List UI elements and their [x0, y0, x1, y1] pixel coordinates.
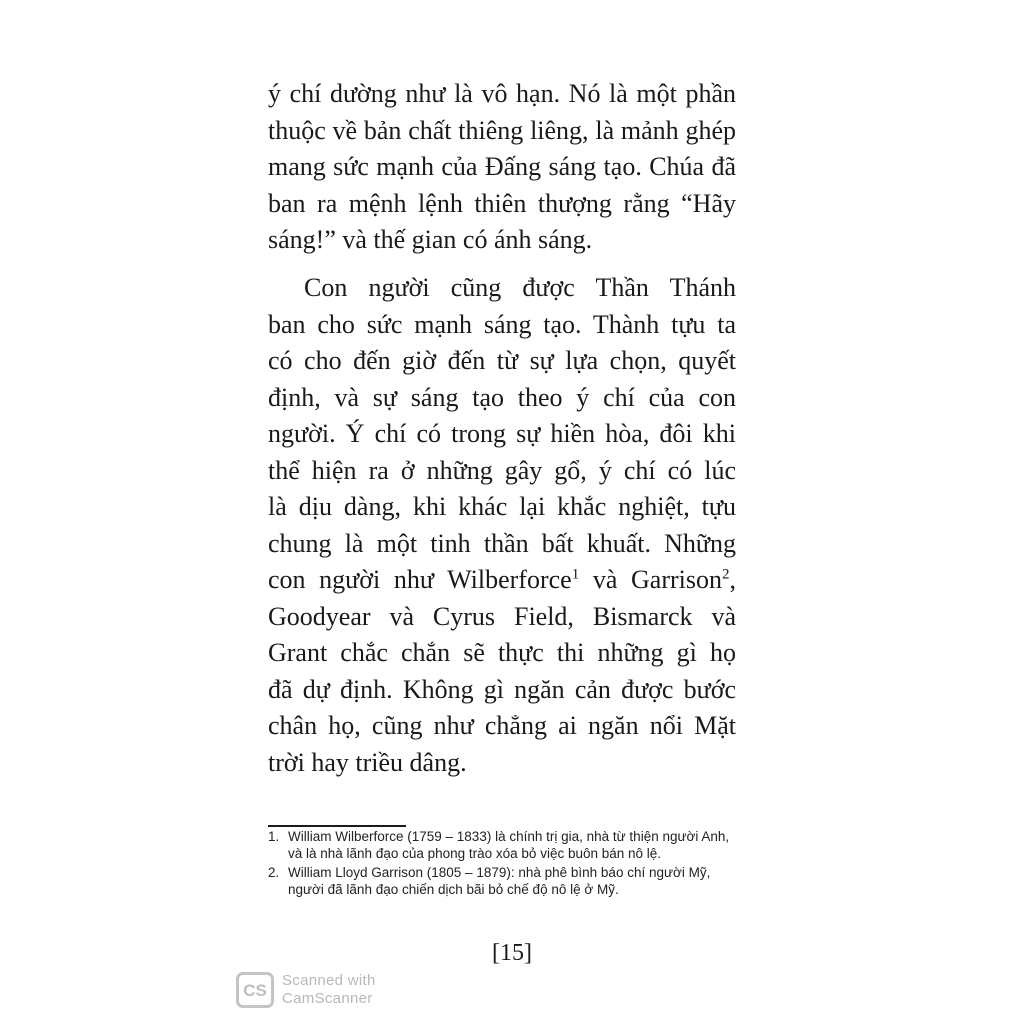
watermark-line-1: Scanned with — [282, 972, 376, 989]
text-line: ý chí dường như là vô hạn. Nó là một phần — [268, 79, 736, 108]
camscanner-watermark — [236, 972, 376, 1008]
paragraph-2 — [268, 270, 736, 781]
text-line: ban ra mệnh lệnh thiên thượng rằng “Hãy — [268, 188, 736, 218]
text-line-with-footnote-refs — [268, 562, 736, 599]
paragraph-1 — [268, 76, 736, 259]
text-line: mang sức mạnh của Đấng sáng tạo. Chúa đã — [268, 152, 736, 181]
text-segment: con người như Wilberforce — [268, 565, 572, 594]
text-line: Con người cũng được Thần Thánh — [304, 273, 736, 302]
text-line: có cho đến giờ đến từ sự lựa chọn, quyết — [268, 346, 736, 375]
text-line: thể hiện ra ở những gây gổ, ý chí có lúc — [268, 455, 736, 485]
footnote-1 — [268, 828, 738, 862]
text-line: ban cho sức mạnh sáng tạo. Thành tựu ta — [268, 309, 736, 339]
text-line: thuộc về bản chất thiêng liêng, là mảnh ghép — [268, 115, 736, 145]
watermark-line-2: CamScanner — [282, 990, 373, 1007]
footnote-ref-2: 2 — [722, 566, 730, 583]
footnote-number: 2. — [268, 865, 280, 880]
text-segment: và Garrison — [579, 565, 722, 594]
text-line: Goodyear và Cyrus Field, Bismarck và — [268, 601, 736, 631]
footnote-text: William Wilberforce (1759 – 1833) là chính trị gia, nhà từ thiện người Anh, và là nhà lãnh đạo của phong trào xóa bỏ việc buôn bán nô lệ. — [288, 829, 730, 861]
cs-logo-text — [242, 980, 268, 1000]
watermark-text — [282, 972, 376, 1008]
text-line: định, và sự sáng tạo theo ý chí của con — [268, 382, 736, 412]
footnotes — [268, 828, 738, 900]
footnote-2 — [268, 864, 738, 898]
text-line: trời hay triều dâng. — [268, 747, 467, 777]
text-line: Grant chắc chắn sẽ thực thi những gì họ — [268, 638, 736, 667]
footnote-number: 1. — [268, 829, 280, 844]
text-segment: , — [729, 565, 736, 594]
footnote-divider — [268, 825, 406, 827]
camscanner-logo-icon — [236, 972, 274, 1008]
text-line: đã dự định. Không gì ngăn cản được bước — [268, 674, 736, 704]
page-number: [15] — [492, 940, 532, 966]
text-line: chung là một tinh thần bất khuất. Những — [268, 528, 736, 558]
svg-text:CS: CS — [243, 981, 267, 1000]
text-line: là dịu dàng, khi khác lại khắc nghiệt, tựu — [268, 492, 736, 521]
text-line: người. Ý chí có trong sự hiền hòa, đôi khi — [268, 419, 736, 448]
footnote-text: William Lloyd Garrison (1805 – 1879): nhà phê bình báo chí người Mỹ, người đã lãnh đạo chiến dịch bãi bỏ chế độ nô lệ ở Mỹ. — [288, 865, 711, 897]
text-line: sáng!” và thế gian có ánh sáng. — [268, 225, 593, 254]
text-line: chân họ, cũng như chẳng ai ngăn nổi Mặt — [268, 711, 736, 740]
footnote-ref-1: 1 — [571, 566, 580, 583]
